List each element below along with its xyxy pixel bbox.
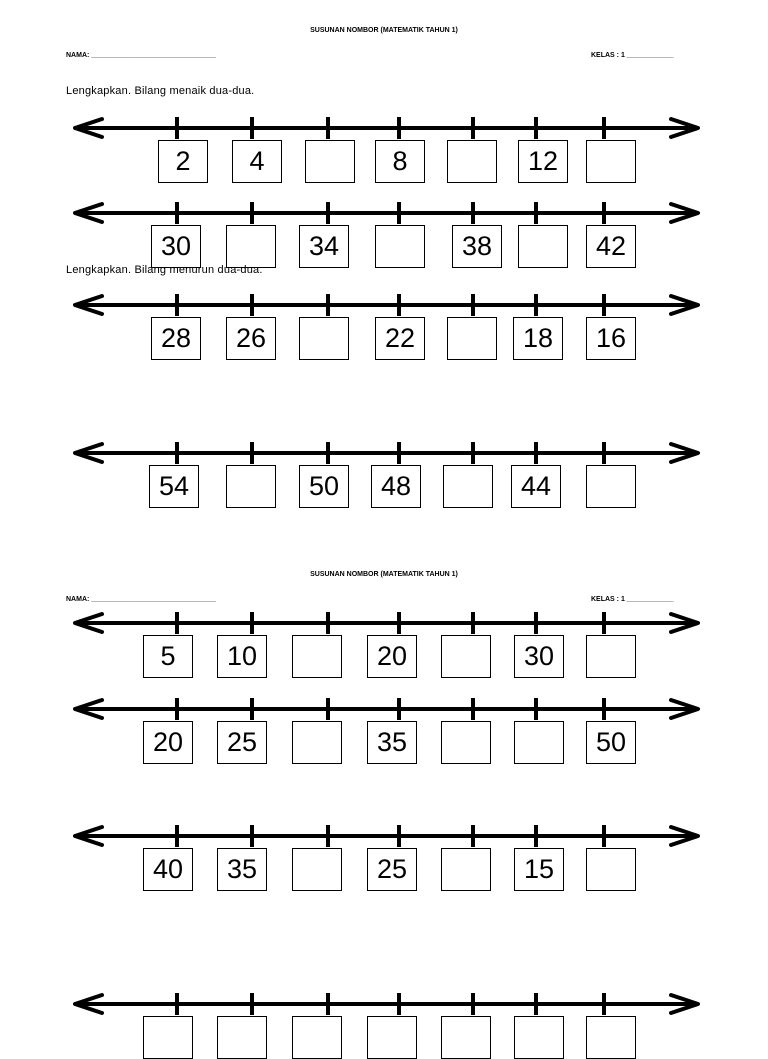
- number-box: 54: [149, 465, 199, 508]
- number-line-arrow: [70, 441, 704, 465]
- number-box: 38: [452, 225, 502, 268]
- number-box: 50: [299, 465, 349, 508]
- sheet-2-nama-label: NAMA: ________________________________: [66, 596, 216, 603]
- number-box: 5: [143, 635, 193, 678]
- number-line-arrow: [70, 201, 704, 225]
- number-line: [70, 293, 704, 317]
- answer-box-empty[interactable]: [518, 225, 568, 268]
- number-box: 35: [217, 848, 267, 891]
- number-box: 42: [586, 225, 636, 268]
- answer-box-empty[interactable]: [299, 317, 349, 360]
- number-box: 40: [143, 848, 193, 891]
- answer-box-empty[interactable]: [143, 1016, 193, 1059]
- number-box: 8: [375, 140, 425, 183]
- number-line-arrow: [70, 116, 704, 140]
- number-box: 16: [586, 317, 636, 360]
- number-box: 50: [586, 721, 636, 764]
- answer-box-empty[interactable]: [586, 465, 636, 508]
- answer-box-empty[interactable]: [441, 1016, 491, 1059]
- number-box: 18: [513, 317, 563, 360]
- number-line: [70, 697, 704, 721]
- sheet-1-kelas-label: KELAS : 1 ____________: [591, 52, 674, 59]
- number-box: 10: [217, 635, 267, 678]
- answer-box-empty[interactable]: [367, 1016, 417, 1059]
- answer-box-empty[interactable]: [447, 317, 497, 360]
- answer-box-empty[interactable]: [514, 1016, 564, 1059]
- number-box: 34: [299, 225, 349, 268]
- number-box: 2: [158, 140, 208, 183]
- answer-box-empty[interactable]: [305, 140, 355, 183]
- instruction-counting-down: Lengkapkan. Bilang menurun dua-dua.: [66, 264, 263, 276]
- number-box: 25: [217, 721, 267, 764]
- sheet-1-title: SUSUNAN NOMBOR (MATEMATIK TAHUN 1): [310, 27, 458, 34]
- number-box: 4: [232, 140, 282, 183]
- number-line-arrow: [70, 293, 704, 317]
- number-box: 30: [514, 635, 564, 678]
- sheet-2-title: SUSUNAN NOMBOR (MATEMATIK TAHUN 1): [310, 571, 458, 578]
- number-box: 35: [367, 721, 417, 764]
- number-line: [70, 441, 704, 465]
- number-line-arrow: [70, 697, 704, 721]
- answer-box-empty[interactable]: [226, 225, 276, 268]
- number-line: [70, 992, 704, 1016]
- number-line-arrow: [70, 824, 704, 848]
- answer-box-empty[interactable]: [292, 635, 342, 678]
- number-box: 28: [151, 317, 201, 360]
- number-box: 48: [371, 465, 421, 508]
- sheet-2-kelas-label: KELAS : 1 ____________: [591, 596, 674, 603]
- answer-box-empty[interactable]: [292, 848, 342, 891]
- number-box: 26: [226, 317, 276, 360]
- answer-box-empty[interactable]: [441, 848, 491, 891]
- answer-box-empty[interactable]: [447, 140, 497, 183]
- number-box: 25: [367, 848, 417, 891]
- number-box: 30: [151, 225, 201, 268]
- number-line: [70, 824, 704, 848]
- answer-box-empty[interactable]: [375, 225, 425, 268]
- number-box: 20: [143, 721, 193, 764]
- number-box: 22: [375, 317, 425, 360]
- answer-box-empty[interactable]: [514, 721, 564, 764]
- number-line-arrow: [70, 992, 704, 1016]
- answer-box-empty[interactable]: [586, 848, 636, 891]
- answer-box-empty[interactable]: [292, 1016, 342, 1059]
- answer-box-empty[interactable]: [292, 721, 342, 764]
- answer-box-empty[interactable]: [586, 635, 636, 678]
- number-box: 20: [367, 635, 417, 678]
- answer-box-empty[interactable]: [441, 635, 491, 678]
- answer-box-empty[interactable]: [217, 1016, 267, 1059]
- number-line: [70, 116, 704, 140]
- answer-box-empty[interactable]: [441, 721, 491, 764]
- number-line: [70, 611, 704, 635]
- answer-box-empty[interactable]: [586, 140, 636, 183]
- number-box: 15: [514, 848, 564, 891]
- number-line: [70, 201, 704, 225]
- sheet-1-nama-label: NAMA: ________________________________: [66, 52, 216, 59]
- number-line-arrow: [70, 611, 704, 635]
- instruction-counting-up: Lengkapkan. Bilang menaik dua-dua.: [66, 85, 255, 97]
- answer-box-empty[interactable]: [226, 465, 276, 508]
- answer-box-empty[interactable]: [586, 1016, 636, 1059]
- number-box: 12: [518, 140, 568, 183]
- number-box: 44: [511, 465, 561, 508]
- answer-box-empty[interactable]: [443, 465, 493, 508]
